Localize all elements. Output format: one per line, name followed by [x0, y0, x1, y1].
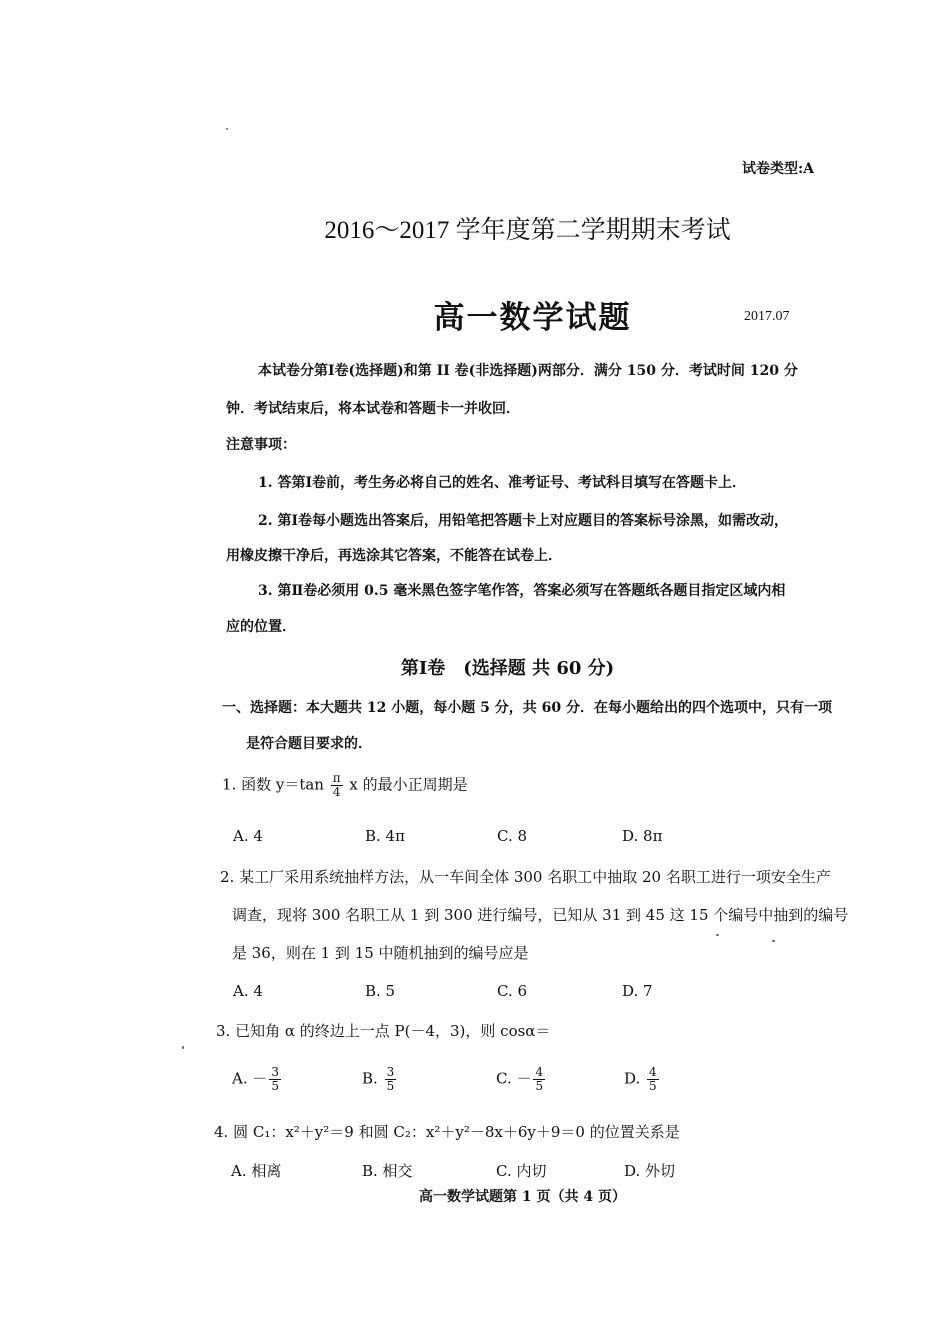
fraction-denominator: 5 — [386, 1079, 395, 1093]
fraction — [385, 1066, 397, 1093]
intro-line-1: 本试卷分第Ⅰ卷(选择题)和第 II 卷(非选择题)两部分．满分 150 分．考试时间 120 分 — [258, 363, 798, 379]
section-instructions: 一、选择题：本大题共 12 小题，每小题 5 分，共 60 分．在每小题给出的四个选项中，只有一项 — [222, 700, 832, 716]
fraction-numerator: π — [332, 771, 341, 785]
fraction-denominator: 5 — [535, 1079, 544, 1093]
paper-type: 试卷类型:A — [742, 161, 815, 177]
scan-speck — [716, 934, 719, 936]
question-1-prefix: 1. 函数 y＝tan — [222, 775, 324, 794]
option-b: B. 4π — [365, 827, 405, 845]
fraction — [533, 1066, 545, 1093]
page-footer: 高一数学试题第 1 页（共 4 页） — [419, 1189, 626, 1205]
notice-item-2: 2. 第Ⅰ卷每小题选出答案后，用铅笔把答题卡上对应题目的答案标号涂黑，如需改动， — [258, 513, 789, 529]
option-d: D. 7 — [622, 982, 653, 1000]
option-d: D. 外切 — [624, 1162, 676, 1180]
question-2-cont-2: 是 36，则在 1 到 15 中随机抽到的编号应是 — [232, 944, 529, 962]
option-a — [232, 1066, 283, 1093]
question-2: 2. 某工厂采用系统抽样方法，从一车间全体 300 名职工中抽取 20 名职工进行一项安全生产 — [220, 868, 831, 886]
fraction-numerator: 3 — [386, 1065, 395, 1079]
fraction-denominator: 4 — [332, 785, 341, 799]
question-1-suffix: x 的最小正周期是 — [349, 775, 468, 794]
option-c — [496, 1066, 547, 1093]
option-a: A. 4 — [233, 827, 263, 845]
fraction-numerator: 4 — [649, 1065, 657, 1079]
option-b — [362, 1066, 398, 1093]
question-3: 3. 已知角 α 的终边上一点 P(－4，3)，则 cosα＝ — [216, 1022, 551, 1040]
section-heading: 第Ⅰ卷 (选择题 共 60 分) — [400, 658, 615, 679]
fraction-numerator: 4 — [535, 1065, 544, 1079]
question-2-cont: 调查，现将 300 名职工从 1 到 300 进行编号，已知从 31 到 45 这 15 个编号中抽到的编号 — [232, 906, 849, 924]
fraction-numerator: 3 — [271, 1065, 280, 1079]
option-c: C. 8 — [497, 827, 528, 845]
fraction — [647, 1066, 659, 1093]
notice-item-2-cont: 用橡皮擦干净后，再选涂其它答案，不能答在试卷上． — [226, 548, 562, 564]
fraction-denominator: 5 — [649, 1079, 657, 1093]
option-b: B. 相交 — [362, 1162, 413, 1180]
exam-title: 2016～2017 学年度第二学期期末考试 — [324, 217, 731, 244]
option-label: D. — [624, 1069, 646, 1088]
exam-date: 2017.07 — [744, 309, 790, 324]
option-label: C. － — [496, 1069, 532, 1088]
subject-title: 高一数学试题 — [433, 300, 632, 336]
fraction — [269, 1066, 281, 1093]
option-label: B. — [362, 1069, 383, 1088]
notice-item-3-cont: 应的位置． — [226, 619, 296, 635]
option-a: A. 4 — [233, 982, 263, 1000]
section-instructions-cont: 是符合题目要求的． — [246, 736, 372, 752]
intro-line-2: 钟．考试结束后，将本试卷和答题卡一并收回． — [226, 401, 520, 417]
option-a: A. 相离 — [231, 1162, 282, 1180]
scan-speck — [182, 1046, 184, 1049]
notice-heading: 注意事项： — [226, 437, 296, 453]
option-c: C. 内切 — [496, 1162, 547, 1180]
notice-item-1: 1. 答第Ⅰ卷前，考生务必将自己的姓名、准考证号、考试科目填写在答题卡上． — [258, 475, 747, 491]
option-d — [624, 1066, 661, 1093]
fraction — [331, 772, 343, 799]
option-label: A. － — [232, 1069, 268, 1088]
question-1 — [222, 772, 468, 799]
option-c: C. 6 — [497, 982, 528, 1000]
scan-speck — [226, 128, 228, 130]
option-b: B. 5 — [365, 982, 396, 1000]
fraction-denominator: 5 — [271, 1079, 280, 1093]
question-4: 4. 圆 C₁：x²＋y²＝9 和圆 C₂：x²＋y²－8x＋6y＋9＝0 的位置关系是 — [214, 1123, 680, 1141]
notice-item-3: 3. 第Ⅱ卷必须用 0.5 毫米黑色签字笔作答，答案必须写在答题纸各题目指定区域内相 — [258, 583, 786, 599]
scan-speck — [772, 940, 775, 942]
option-d: D. 8π — [622, 827, 663, 845]
